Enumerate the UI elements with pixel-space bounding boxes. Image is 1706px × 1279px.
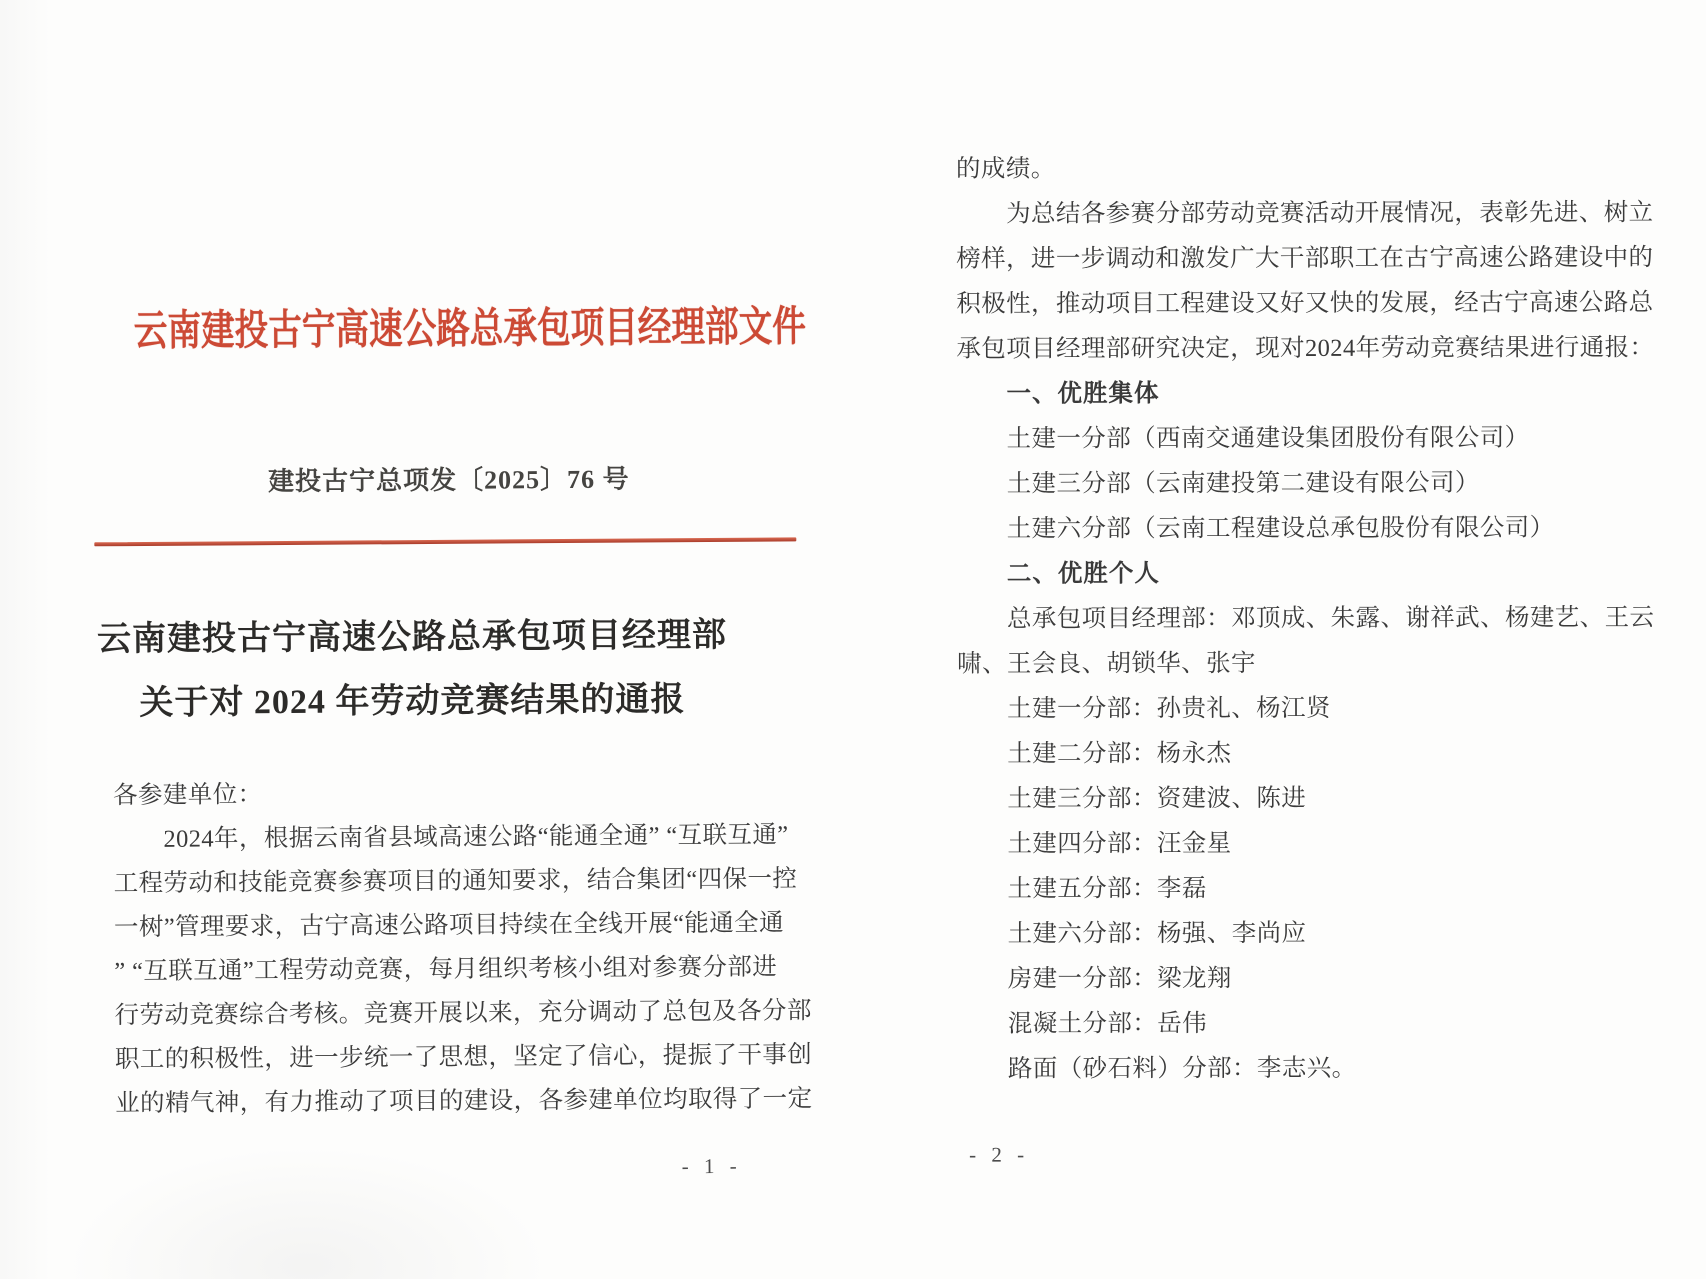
list-item: 土建二分部：杨永杰 (1007, 740, 1232, 768)
red-divider-line (94, 537, 796, 546)
body-line: 为总结各参赛分部劳动竞赛活动开展情况，表彰先进、树立 (1006, 199, 1654, 228)
body-line: 一树”管理要求，古宁高速公路项目持续在全线开展“能通全通 (113, 909, 785, 942)
body-line: 积极性，推动项目工程建设又好又快的发展，经古宁高速公路总 (956, 289, 1654, 318)
document-title-line2: 关于对 2024 年劳动竞赛结果的通报 (139, 681, 686, 723)
list-item: 土建六分部：杨强、李尚应 (1007, 919, 1307, 948)
list-item: 土建四分部：汪金星 (1007, 830, 1232, 858)
page-number-2: - 2 - (969, 1142, 1030, 1167)
list-item: 路面（砂石料）分部：李志兴。 (1007, 1054, 1357, 1083)
red-letterhead-title: 云南建投古宁高速公路总承包项目经理部文件 (133, 302, 806, 355)
list-item: 土建三分部：资建波、陈进 (1007, 784, 1307, 813)
list-item: 啸、王会良、胡锁华、张宇 (957, 650, 1256, 678)
body-line: 职工的积极性，进一步统一了思想，坚定了信心，提振了干事创 (114, 1041, 813, 1074)
list-item: 总承包项目经理部：邓顶成、朱露、谢祥武、杨建艺、王云 (1006, 604, 1655, 633)
section-heading-winning-teams: 一、优胜集体 (1006, 380, 1160, 408)
body-line: 榜样，进一步调动和激发广大干部职工在古宁高速公路建设中的 (956, 244, 1654, 273)
section-heading-winning-individuals: 二、优胜个人 (1006, 560, 1160, 588)
body-line: 行劳动竞赛综合考核。竞赛开展以来，充分调动了总包及各分部 (114, 997, 812, 1030)
page-number-1: - 1 - (681, 1153, 742, 1179)
page1-body (112, 769, 813, 1126)
document-number: 建投古宁总项发〔2025〕76 号 (268, 464, 630, 497)
list-item: 土建六分部（云南工程建设总承包股份有限公司） (1006, 514, 1555, 543)
list-item: 土建一分部：孙贵礼、杨江贤 (1007, 694, 1331, 723)
body-line: ” “互联互通”工程劳动竞赛，每月组织考核小组对参赛分部进 (114, 953, 778, 986)
body-line: 业的精气神，有力推动了项目的建设，各参建单位均取得了一定 (115, 1085, 813, 1118)
body-line: 2024年，根据云南省县域高速公路“能通全通” “互联互通” (163, 821, 789, 853)
list-item: 土建三分部（云南建投第二建设有限公司） (1006, 469, 1480, 498)
body-line: 工程劳动和技能竞赛参赛项目的通知要求，结合集团“四保一控 (113, 865, 798, 898)
list-item: 房建一分部：梁龙翔 (1007, 965, 1232, 993)
document-page-2 (852, 0, 1706, 1279)
list-item: 土建五分部：李磊 (1007, 875, 1207, 903)
document-title-line1: 云南建投古宁高速公路总承包项目经理部 (96, 616, 728, 659)
list-item: 混凝土分部：岳伟 (1007, 1010, 1208, 1038)
salutation-line: 各参建单位： (112, 781, 263, 810)
body-line: 的成绩。 (955, 155, 1056, 183)
page2-body (955, 145, 1655, 1091)
list-item: 土建一分部（西南交通建设集团股份有限公司） (1006, 424, 1530, 453)
body-line: 承包项目经理部研究决定，现对2024年劳动竞赛结果进行通报： (956, 334, 1655, 363)
document-title (78, 604, 747, 737)
